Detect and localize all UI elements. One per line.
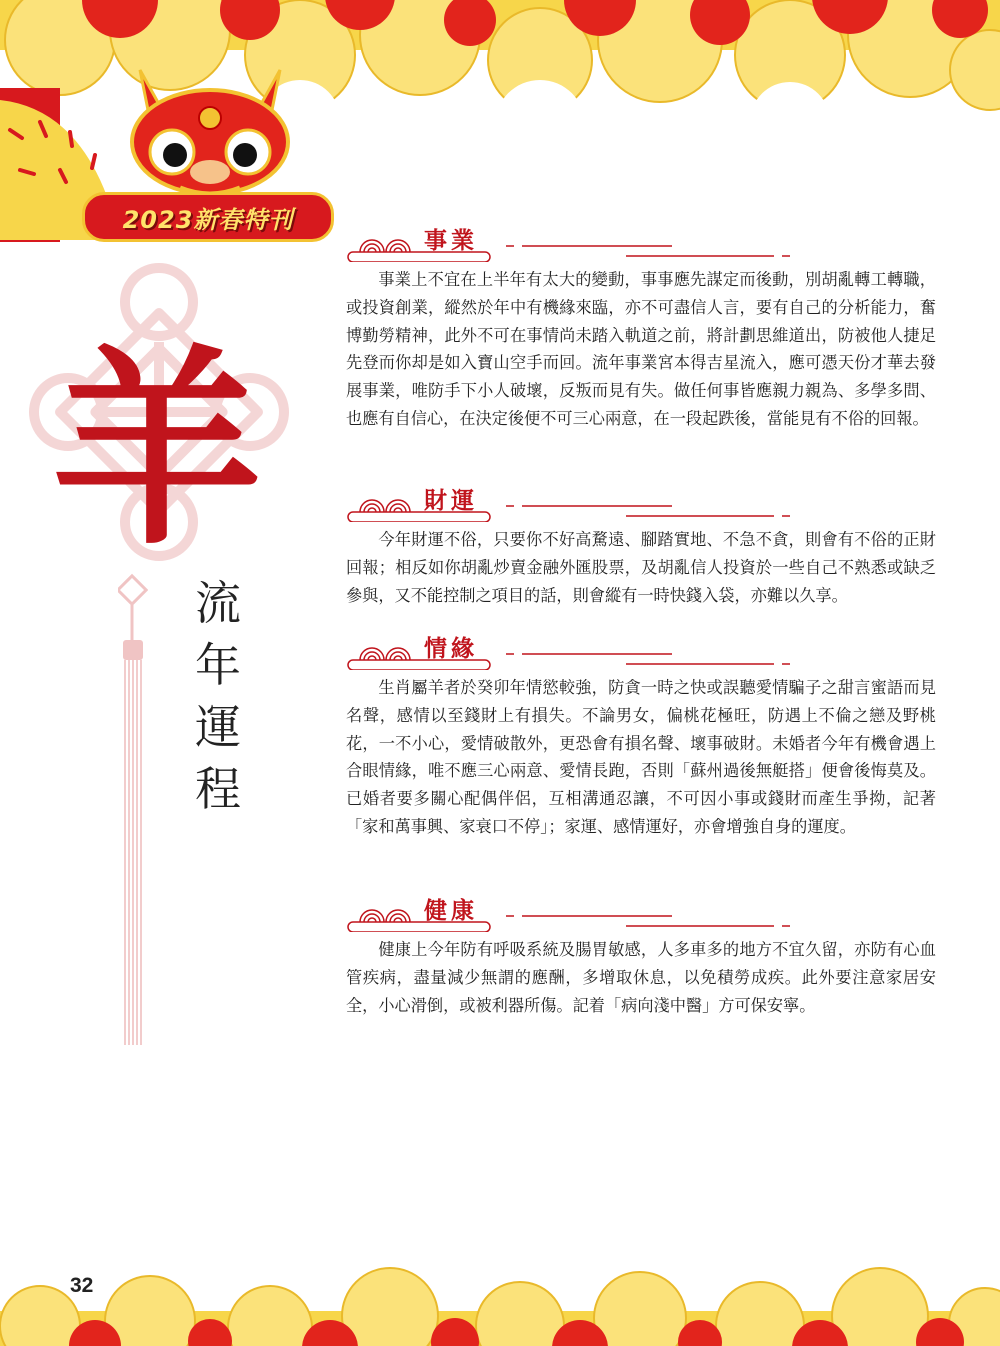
- wave-ornament-icon: [346, 896, 796, 932]
- wave-ornament-icon: [346, 634, 796, 670]
- vertical-subtitle: [186, 572, 250, 820]
- tassel-decoration: [118, 560, 148, 1045]
- section-career: [346, 226, 936, 433]
- section-header: [346, 634, 936, 670]
- section-romance: [346, 634, 936, 841]
- zodiac-character: 羊: [52, 326, 263, 573]
- subtitle-char: 程: [195, 762, 241, 816]
- wave-ornament-icon: [346, 486, 796, 522]
- section-wealth: [346, 486, 936, 609]
- section-body: 健康上今年防有呼吸系統及腸胃敏感，人多車多的地方不宜久留，亦防有心血管疾病，盡量減少無謂的應酬，多增取休息，以免積勞成疾。此外要注意家居安全，小心滑倒，或被利器所傷。記着「病向淺中醫」方可保安寧。: [346, 940, 936, 1015]
- bottom-cloud-border: [0, 1266, 1000, 1346]
- lion-head-illustration: [120, 60, 300, 200]
- subtitle-char: 年: [195, 638, 241, 692]
- section-heading: 事業: [424, 228, 478, 254]
- issue-banner: [82, 192, 334, 242]
- section-body: 生肖屬羊者於癸卯年情慾較強，防貪一時之快或誤聽愛情騙子之甜言蜜語而見名聲，感情以至錢財上有損失。不論男女，偏桃花極旺，防遇上不倫之戀及野桃花，一不小心，愛情破散外，更恐會有損名聲、壞事破財。未婚者今年有機會遇上合眼情緣，唯不應三心兩意、愛情長跑，否則「蘇州過後無艇搭」便會後悔莫及。已婚者要多關心配偶伴侶，互相溝通忍讓，不可因小事或錢財而產生爭拗，記著「家和萬事興、家衰口不停」；家運、感情運好，亦會增強自身的運度。: [346, 678, 936, 836]
- section-body: 事業上不宜在上半年有太大的變動，事事應先謀定而後動，別胡亂轉工轉職，或投資創業，縱然於年中有機緣來臨，亦不可盡信人言，要有自己的分析能力，奮博勤勞精神，此外不可在事情尚未踏入軌道之前，將計劃思維道出，防被他人捷足先登而你却是如入寶山空手而回。流年事業宮本得吉星流入，應可憑天份才華去發展事業，唯防手下小人破壞，反叛而見有失。做任何事皆應親力親為、多學多問、也應有自信心，在決定後便不可三心兩意，在一段起跌後，當能見有不俗的回報。: [346, 270, 936, 428]
- page-number: 32: [70, 1274, 94, 1297]
- section-header: [346, 486, 936, 522]
- section-body: 今年財運不俗，只要你不好高騖遠、腳踏實地、不急不貪，則會有不俗的正財回報；相反如你胡亂炒賣金融外匯股票，及胡亂信人投資於一些自己不熟悉或缺乏參與，又不能控制之項目的話，則會縱有一時快錢入袋，亦難以久享。: [346, 530, 936, 605]
- subtitle-char: 運: [195, 700, 241, 754]
- section-header: [346, 896, 936, 932]
- wave-ornament-icon: [346, 226, 796, 262]
- section-heading: 財運: [424, 488, 478, 514]
- subtitle-char: 流: [195, 576, 241, 630]
- section-header: [346, 226, 936, 262]
- section-health: [346, 896, 936, 1019]
- section-heading: 健康: [424, 898, 478, 924]
- section-heading: 情緣: [424, 636, 478, 662]
- issue-label: 2023新春特刊: [122, 205, 294, 234]
